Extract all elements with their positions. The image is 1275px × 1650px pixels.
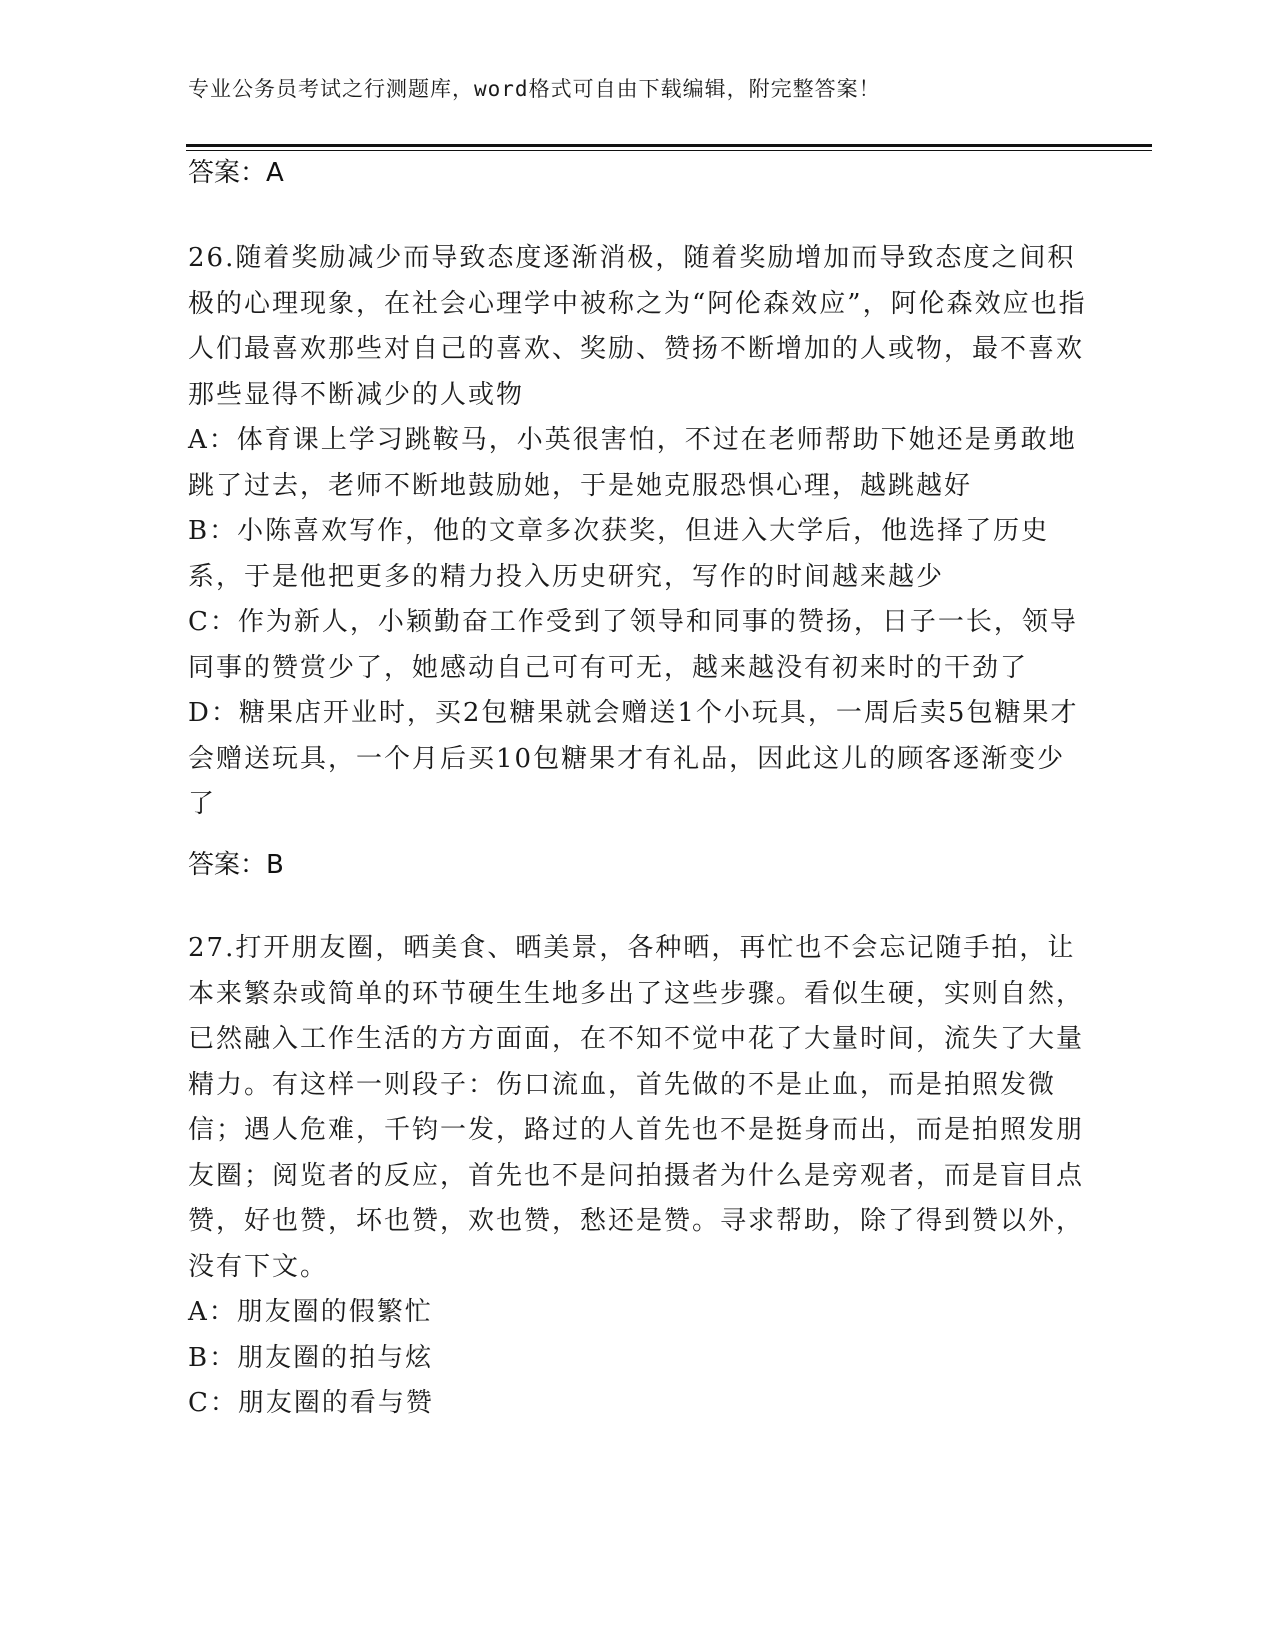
question-27-option-a: A：朋友圈的假繁忙 [188,1297,433,1327]
answer-q25: 答案：A [188,158,284,188]
question-26-option-b: B：小陈喜欢写作，他的文章多次获奖，但进入大学后，他选择了历史系，于是他把更多的精力投入历史研究，写作的时间越来越少 [188,516,1050,592]
header-divider-thin [186,150,1152,151]
header-note: 专业公务员考试之行测题库，word格式可自由下载编辑，附完整答案！ [188,77,881,101]
header-divider-thick [186,144,1152,147]
question-26 [188,236,1088,828]
question-27-option-c: C：朋友圈的看与赞 [188,1388,434,1418]
question-26-option-c: C：作为新人，小颖勤奋工作受到了领导和同事的赞扬，日子一长，领导同事的赞赏少了，她感动自己可有可无，越来越没有初来时的干劲了 [188,607,1078,683]
question-26-stem: 26.随着奖励减少而导致态度逐渐消极，随着奖励增加而导致态度之间积极的心理现象，在社会心理学中被称之为“阿伦森效应”，阿伦森效应也指人们最喜欢那些对自己的喜欢、奖励、赞扬不断增加的人或物，最不喜欢那些显得不断减少的人或物 [188,243,1087,410]
answer-q26: 答案：B [188,850,284,880]
question-27-stem: 27.打开朋友圈，晒美食、晒美景，各种晒，再忙也不会忘记随手拍，让本来繁杂或简单的环节硬生生地多出了这些步骤。看似生硬，实则自然，已然融入工作生活的方方面面，在不知不觉中花了大量时间，流失了大量精力。有这样一则段子：伤口流血，首先做的不是止血，而是拍照发微信；遇人危难，千钧一发，路过的人首先也不是挺身而出，而是拍照发朋友圈；阅览者的反应，首先也不是问拍摄者为什么是旁观者，而是盲目点赞，好也赞，坏也赞，欢也赞，愁还是赞。寻求帮助，除了得到赞以外，没有下文。 [188,933,1085,1282]
question-27 [188,926,1088,1427]
question-26-option-a: A：体育课上学习跳鞍马，小英很害怕，不过在老师帮助下她还是勇敢地跳了过去，老师不断地鼓励她，于是她克服恐惧心理，越跳越好 [188,425,1077,501]
question-27-option-b: B：朋友圈的拍与炫 [188,1342,434,1373]
question-26-option-d: D：糖果店开业时，买2包糖果就会赠送1个小玩具，一周后卖5包糖果才会赠送玩具，一个月后买10包糖果才有礼品，因此这儿的顾客逐渐变少了 [188,698,1079,819]
